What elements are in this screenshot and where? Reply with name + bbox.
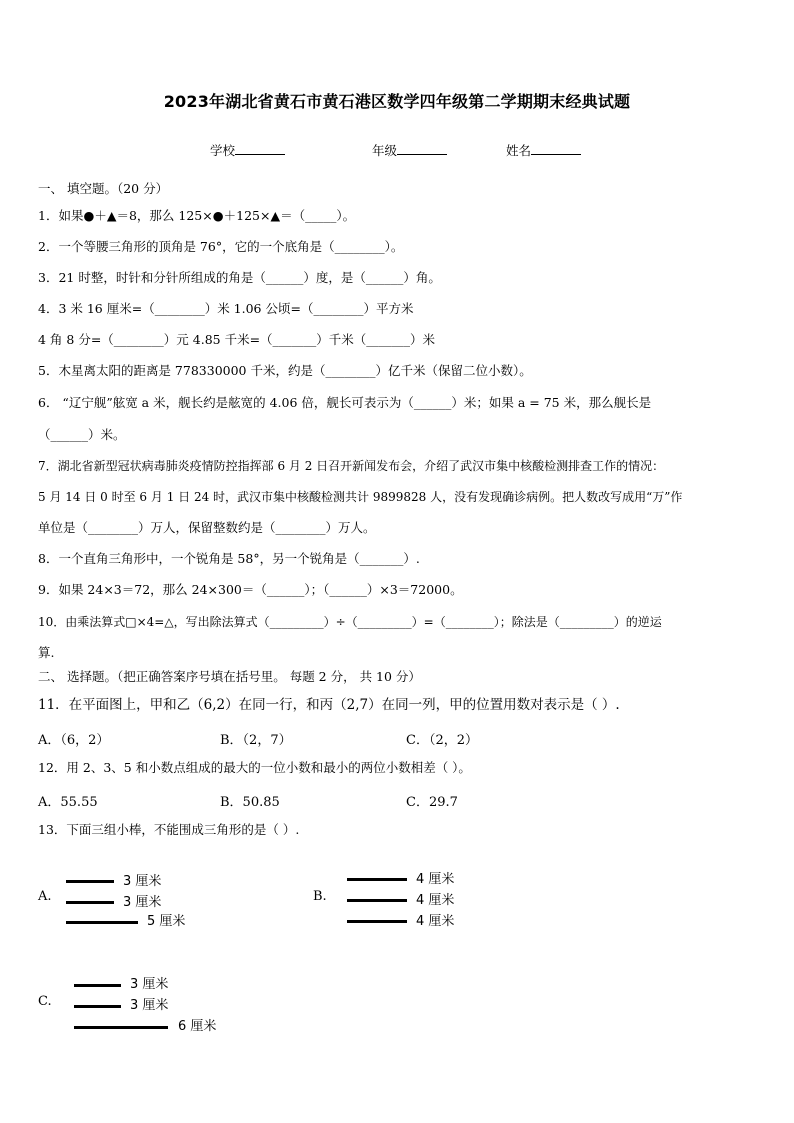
question-7-line-1: 7．湖北省新型冠状病毒肺炎疫情防控指挥部 6 月 2 日召开新闻发布会，介绍了武汉市集中核酸检测排查工作的情况： bbox=[38, 459, 665, 473]
name-field[interactable] bbox=[506, 141, 581, 159]
stick-c-3 bbox=[74, 1026, 168, 1029]
question-13-option-a[interactable]: A. bbox=[38, 889, 52, 904]
stick-c-1-label: 3 厘米 bbox=[130, 977, 169, 992]
stick-a-1-label: 3 厘米 bbox=[123, 874, 162, 889]
question-13: 13．下面三组小棒，不能围成三角形的是（ ）. bbox=[38, 822, 300, 837]
stick-b-3 bbox=[347, 920, 407, 923]
question-11: 11．在平面图上，甲和乙（6,2）在同一行，和丙（2,7）在同一列，甲的位置用数对表示是（ ）. bbox=[38, 697, 620, 713]
question-4-line-2: 4 角 8 分=（________）元 4.85 千米=（_______）千米（_______）米 bbox=[38, 332, 436, 347]
question-5: 5．木星离太阳的距离是 778330000 千米，约是（________）亿千米（保留二位小数）。 bbox=[38, 363, 532, 378]
question-1: 1．如果●＋▲＝8，那么 125×●＋125×▲＝（_____）。 bbox=[38, 208, 356, 223]
section-heading-fill-blank: 一、 填空题。（20 分） bbox=[38, 181, 169, 196]
stick-b-1 bbox=[347, 878, 407, 881]
question-7-line-3: 单位是（________）万人，保留整数约是（________）万人。 bbox=[38, 520, 376, 535]
question-12-option-c[interactable]: C．29.7 bbox=[406, 795, 458, 810]
question-2: 2．一个等腰三角形的顶角是 76°，它的一个底角是（________）。 bbox=[38, 239, 404, 254]
school-field[interactable] bbox=[210, 141, 285, 159]
question-12-option-b[interactable]: B．50.85 bbox=[220, 795, 280, 810]
school-label: 学校 bbox=[210, 143, 236, 158]
page-title: 2023年湖北省黄石市黄石港区数学四年级第二学期期末经典试题 bbox=[163, 92, 631, 111]
question-13-option-b[interactable]: B. bbox=[313, 889, 327, 904]
question-10-line-2: 算. bbox=[38, 645, 55, 660]
stick-b-2 bbox=[347, 899, 407, 902]
name-label: 姓名 bbox=[506, 143, 532, 158]
stick-b-2-label: 4 厘米 bbox=[416, 893, 455, 908]
stick-c-3-label: 6 厘米 bbox=[178, 1019, 217, 1034]
stick-a-3-label: 5 厘米 bbox=[147, 914, 186, 929]
question-12-option-a[interactable]: A．55.55 bbox=[38, 795, 98, 810]
grade-field[interactable] bbox=[372, 141, 447, 159]
stick-a-2 bbox=[66, 901, 114, 904]
stick-b-1-label: 4 厘米 bbox=[416, 872, 455, 887]
question-3: 3．21 时整，时针和分针所组成的角是（______）度，是（______）角。 bbox=[38, 270, 441, 285]
stick-b-3-label: 4 厘米 bbox=[416, 914, 455, 929]
stick-c-2 bbox=[74, 1005, 121, 1008]
question-7-line-2: 5 月 14 日 0 时至 6 月 1 日 24 时，武汉市集中核酸检测共计 9899828 人，没有发现确诊病例。把人数改写成用“万”作 bbox=[38, 490, 683, 504]
question-4-line-1: 4．3 米 16 厘米=（________）米 1.06 公顷=（________）平方米 bbox=[38, 301, 414, 316]
question-6-line-1: 6． “辽宁舰”舷宽 a 米，舰长约是舷宽的 4.06 倍，舰长可表示为（______）米；如果 a = 75 米，那么舰长是 bbox=[38, 395, 652, 410]
question-13-option-c[interactable]: C. bbox=[38, 994, 52, 1009]
stick-a-2-label: 3 厘米 bbox=[123, 895, 162, 910]
stick-c-1 bbox=[74, 984, 121, 987]
question-11-option-c[interactable]: C．（2，2） bbox=[406, 733, 478, 748]
grade-label: 年级 bbox=[372, 143, 398, 158]
question-6-line-2: （______）米。 bbox=[38, 427, 126, 442]
question-11-option-a[interactable]: A．（6，2） bbox=[38, 733, 110, 748]
section-heading-choice: 二、 选择题。（把正确答案序号填在括号里。 每题 2 分， 共 10 分） bbox=[38, 669, 421, 684]
question-10-line-1: 10．由乘法算式□×4=△，写出除法算式（_________）÷（_________）=（________）；除法是（_________）的逆运 bbox=[38, 615, 662, 629]
stick-c-2-label: 3 厘米 bbox=[130, 998, 169, 1013]
question-8: 8．一个直角三角形中，一个锐角是 58°，另一个锐角是（_______）. bbox=[38, 551, 420, 566]
question-11-option-b[interactable]: B．（2，7） bbox=[220, 733, 292, 748]
stick-a-1 bbox=[66, 880, 114, 883]
stick-a-3 bbox=[66, 921, 138, 924]
question-9: 9．如果 24×3＝72，那么 24×300＝（______）；（______）×3＝72000。 bbox=[38, 582, 463, 597]
question-12: 12．用 2、3、5 和小数点组成的最大的一位小数和最小的两位小数相差（ ）。 bbox=[38, 760, 471, 775]
